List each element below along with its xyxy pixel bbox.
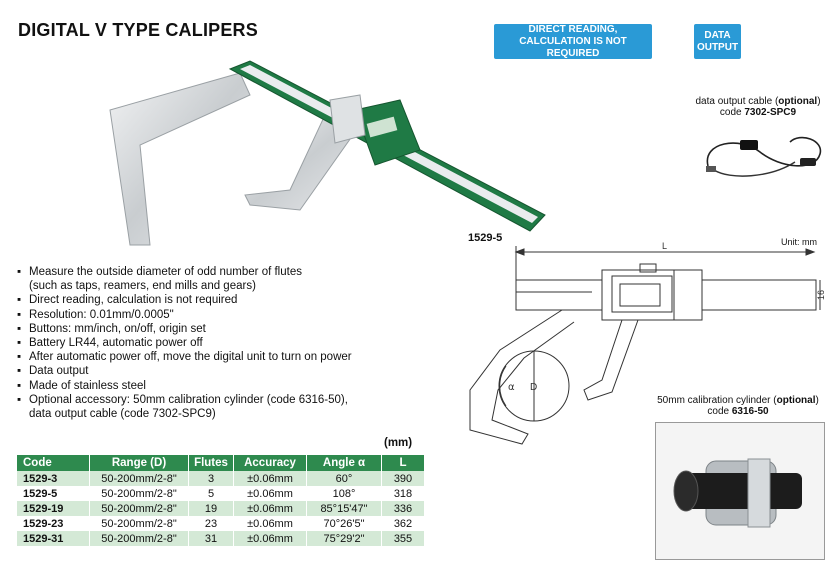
table-cell: 50-200mm/2-8" [90,501,189,516]
table-cell: 23 [189,516,234,531]
feature-item [17,350,352,364]
table-cell: 70°26'5" [307,516,382,531]
table-cell: ±0.06mm [234,516,307,531]
cable-caption: data output cable (optional) code 7302-SPC9 [695,96,821,118]
feature-text: Resolution: 0.01mm/0.0005" [29,308,174,321]
table-cell: 3 [189,471,234,486]
bullet-icon: ▪ [17,365,22,378]
feature-text: Data output [29,365,89,378]
table-cell: 355 [382,531,425,546]
bullet-icon: ▪ [17,294,22,307]
caliper-product-image [100,55,550,255]
feature-item [17,379,352,393]
col-header-code: Code [17,455,90,471]
feature-item [17,393,352,407]
feature-item [17,336,352,350]
table-cell: 50-200mm/2-8" [90,516,189,531]
features-list [17,265,352,421]
table-cell: 1529-31 [17,531,90,546]
table-cell: ±0.06mm [234,471,307,486]
feature-text: (such as taps, reamers, end mills and gears) [29,280,256,293]
table-cell: 60° [307,471,382,486]
table-cell: 31 [189,531,234,546]
feature-text: Measure the outside diameter of odd number of flutes [29,266,302,278]
feature-item [17,407,352,421]
bullet-icon: ▪ [17,379,22,392]
table-row [17,516,425,531]
table-cell: 108° [307,486,382,501]
col-header-range: Range (D) [90,455,189,471]
bullet-icon: ▪ [17,337,22,350]
feature-item [17,293,352,307]
data-cable-image [700,122,828,182]
feature-text: Battery LR44, automatic power off [29,337,203,350]
table-cell: 5 [189,486,234,501]
calibration-cylinder-image [656,423,824,559]
feature-text: After automatic power off, move the digital unit to turn on power [29,351,352,364]
dim-h: 16 [816,289,826,300]
table-cell: 390 [382,471,425,486]
table-cell: 85°15'47" [307,501,382,516]
table-cell: 50-200mm/2-8" [90,486,189,501]
feature-item [17,308,352,322]
feature-item [17,364,352,378]
table-header-row [17,455,425,471]
bullet-icon: ▪ [17,308,22,321]
col-header-accuracy: Accuracy [234,455,307,471]
feature-text: Made of stainless steel [29,379,146,392]
unit-label: Unit: mm [781,237,817,247]
col-header-flutes: Flutes [189,455,234,471]
page-title: DIGITAL V TYPE CALIPERS [18,20,258,40]
col-header-angle: Angle α [307,455,382,471]
dim-L: L [662,241,668,251]
direct-reading-badge [494,24,652,59]
table-cell: 19 [189,501,234,516]
product-code-label: 1529-5 [468,232,503,244]
table-cell: 1529-19 [17,501,90,516]
bullet-icon: ▪ [17,351,22,364]
feature-item [17,279,352,293]
direct-reading-badge-text: DIRECT READING, CALCULATION IS NOT REQUIRED [519,23,627,59]
table-row [17,501,425,516]
feature-text: Optional accessory: 50mm calibration cylinder (code 6316-50), [29,393,348,406]
table-cell: 362 [382,516,425,531]
feature-text: Direct reading, calculation is not required [29,294,238,307]
table-unit-note: (mm) [384,437,413,449]
table-cell: 1529-3 [17,471,90,486]
feature-text: data output cable (code 7302-SPC9) [29,408,216,421]
feature-text: Buttons: mm/inch, on/off, origin set [29,322,206,335]
feature-item [17,265,352,279]
table-cell: 336 [382,501,425,516]
feature-item [17,322,352,336]
table-row [17,531,425,546]
table-cell: 75°29'2" [307,531,382,546]
data-output-badge [694,24,741,59]
dim-alpha: α [508,382,515,393]
data-output-badge-text: DATA OUTPUT [696,29,739,53]
cylinder-caption: 50mm calibration cylinder (optional) code 6316-50 [657,395,819,417]
bullet-icon: ▪ [17,322,22,335]
table-cell: 318 [382,486,425,501]
table-cell: 50-200mm/2-8" [90,471,189,486]
bullet-icon: ▪ [17,393,22,406]
table-row [17,471,425,486]
table-cell: ±0.06mm [234,501,307,516]
table-cell: ±0.06mm [234,486,307,501]
table-row [17,486,425,501]
table-cell: ±0.06mm [234,531,307,546]
col-header-length: L [382,455,425,471]
spec-table [17,455,425,546]
table-cell: 50-200mm/2-8" [90,531,189,546]
table-cell: 1529-5 [17,486,90,501]
dim-D: D [530,382,538,393]
table-cell: 1529-23 [17,516,90,531]
calibration-cylinder-photo [655,422,825,560]
bullet-icon: ▪ [17,266,22,278]
